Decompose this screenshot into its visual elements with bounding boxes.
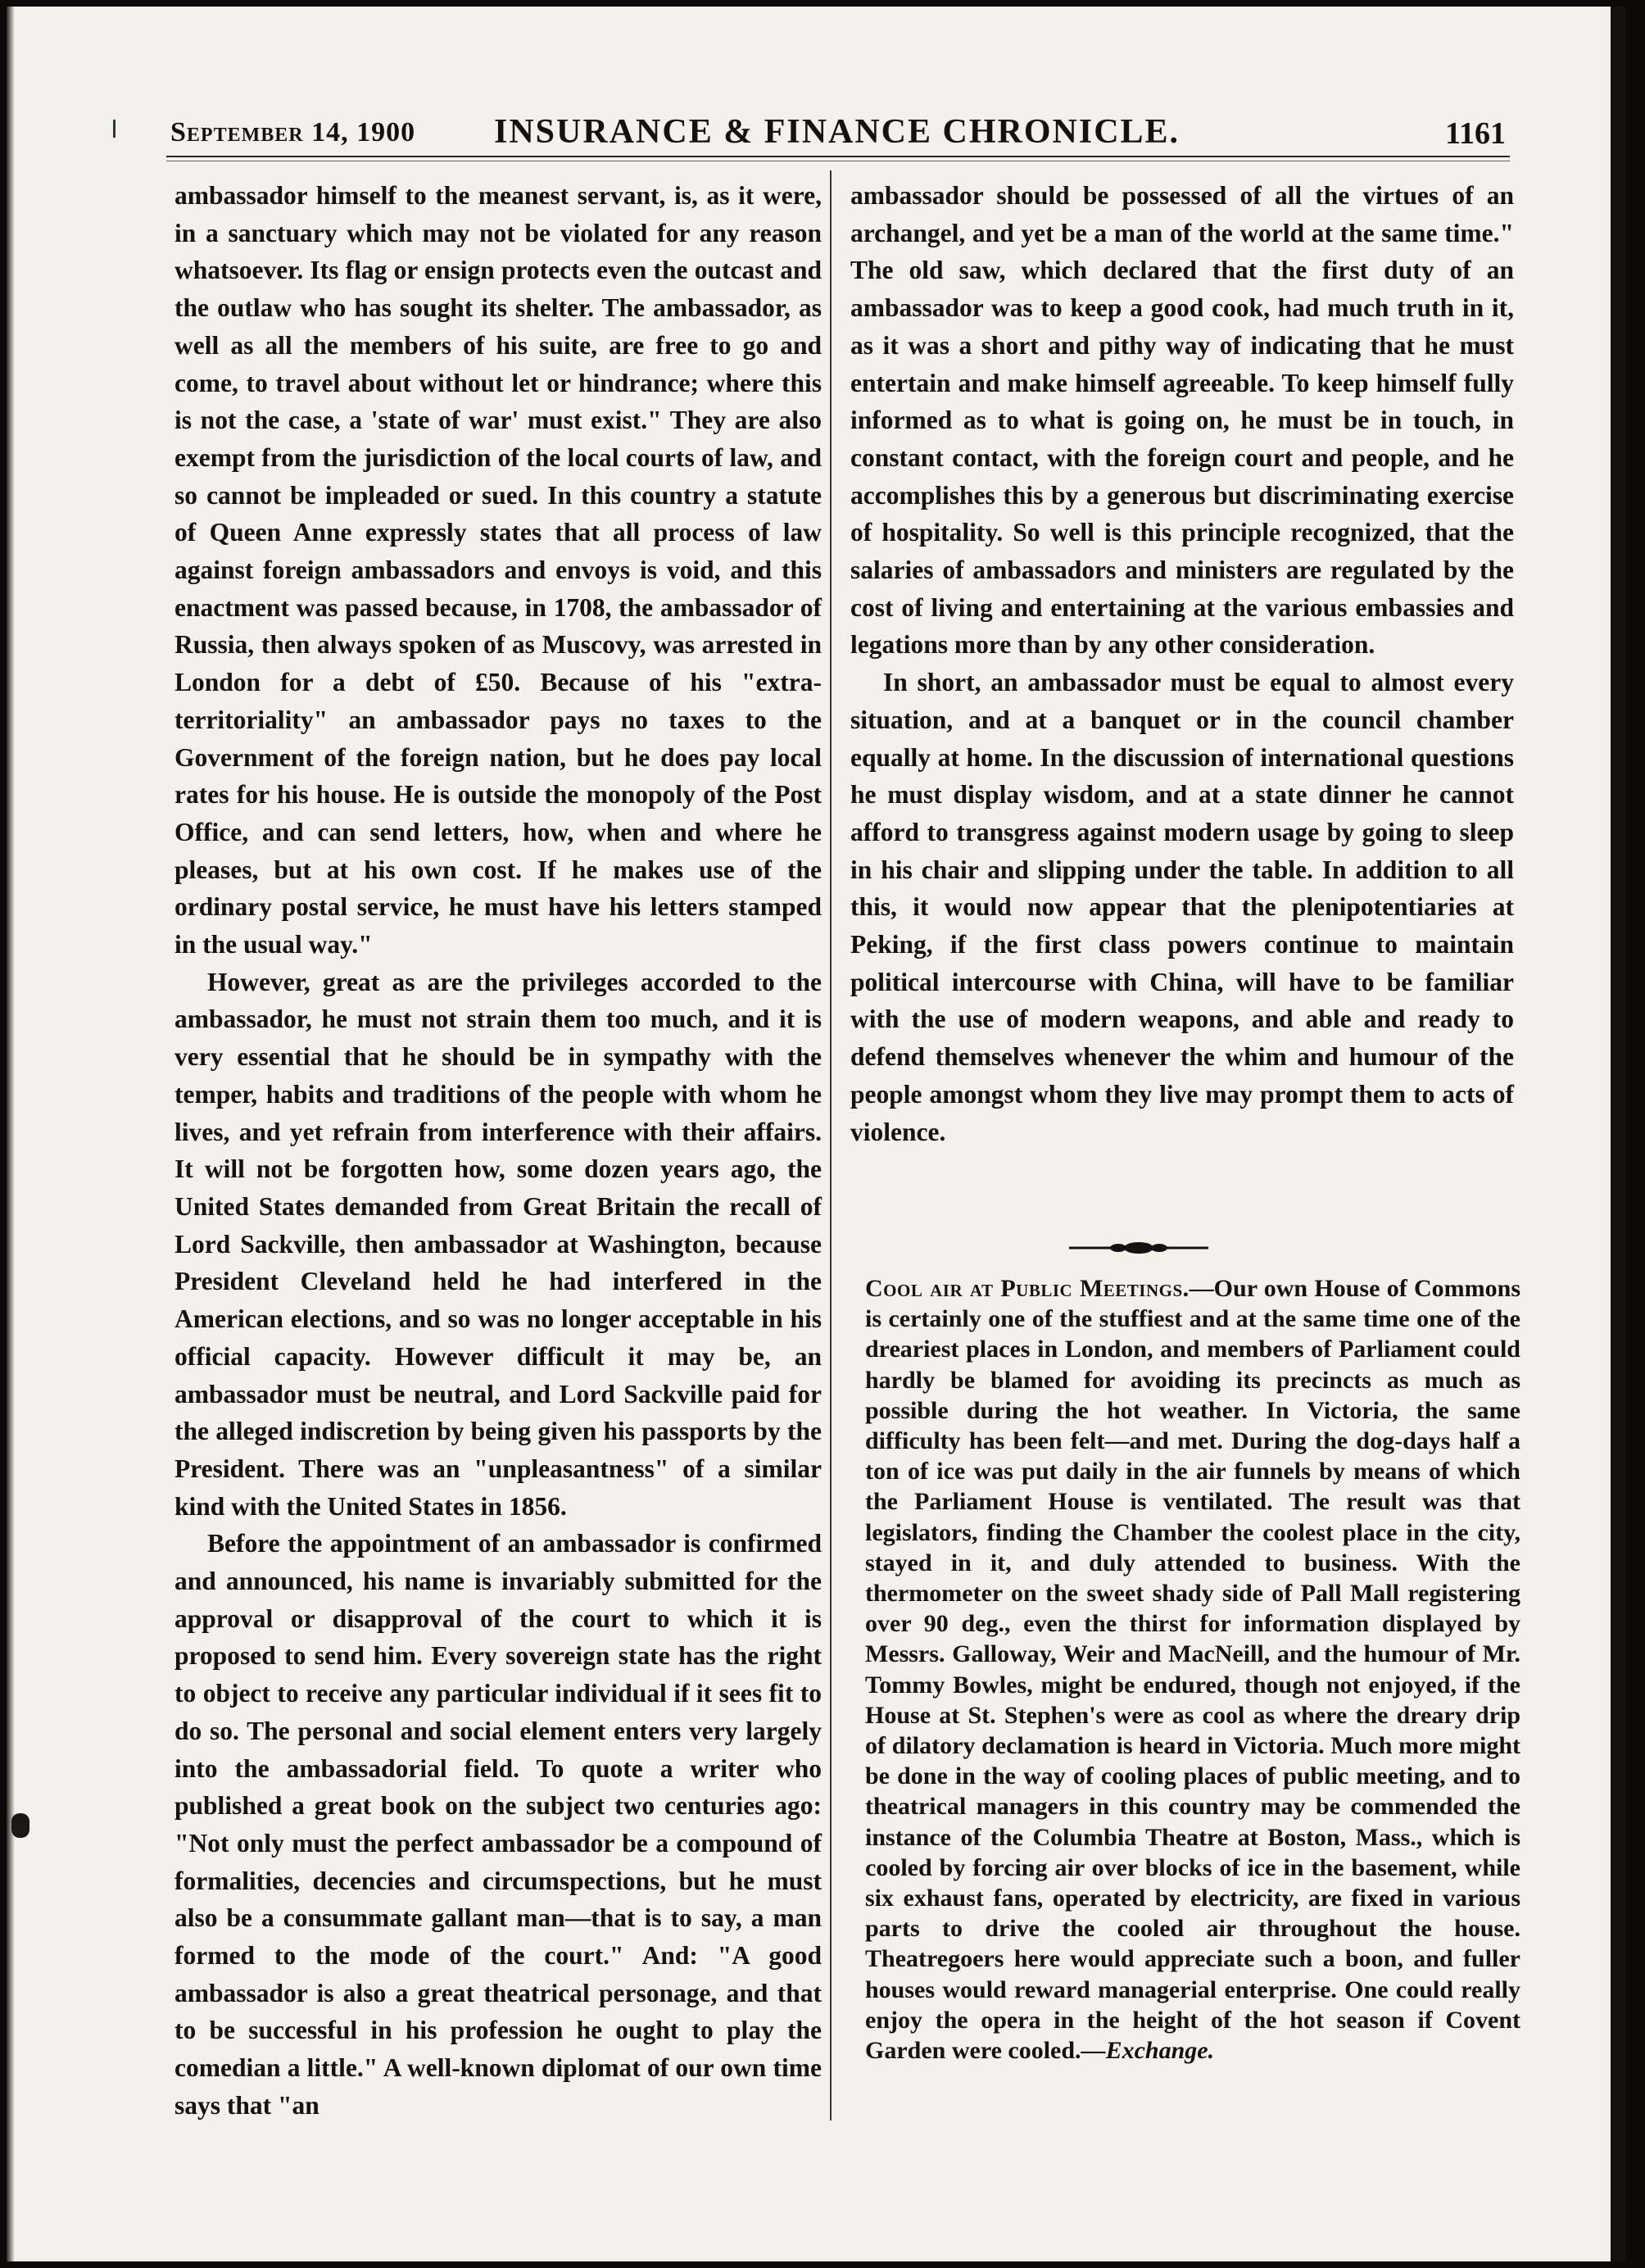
page-edge-shadow xyxy=(7,7,15,2261)
column-divider xyxy=(830,170,832,2121)
right-paragraph-1: ambassador should be possessed of all the virtues of an archangel, and yet be a man of the world at the same time." The old saw, which declared that the first duty of an ambassador was to keep a good cook, had much truth in it, as it was a short and pithy way of indicating that he must entertain and make himself agreeable. To keep himself fully informed as to what is going on, he must be in touch, in constant contact, with the foreign court and people, and he accomplishes this by a generous but discriminating exercise of hospitality. So well is this principle recognized, that the salaries of ambassadors and ministers are regulated by the cost of living and entertaining at the various embassies and legations more than by any other consideration. xyxy=(850,181,1514,660)
article-cool-air-title: Cool air at Public Meetings. xyxy=(865,1275,1190,1302)
header-date: September 14, 1900 xyxy=(170,117,416,147)
running-header xyxy=(170,109,1506,158)
binding-hole xyxy=(11,1813,29,1838)
page-number: 1161 xyxy=(1445,116,1506,151)
left-paragraph-1: ambassador himself to the meanest servant, is, as it were, in a sanctuary which may not be violated for any reason whatsoever. Its flag or ensign protects even the outcast and the outlaw who has sought its shelter. The ambassador, as well as all the members of his suite, are free to go and come, to travel about without let or hindrance; where this is not the case, a 'state of war' must exist." They are also exempt from the jurisdiction of the local courts of law, and so cannot be impleaded or sued. In this country a statute of Queen Anne expressly states that all process of law against foreign ambassadors and envoys is void, and this enactment was passed because, in 1708, the ambassador of Russia, then always spoken of as Muscovy, was arrested in London for a debt of £50. Because of his "extra-territoriality" an ambassador pays no taxes to the Government of the foreign nation, but he does pay local rates for his house. He is outside the monopoly of the Post Office, and can send letters, how, when and where he pleases, but at his own cost. If he makes use of the ordinary postal service, he must have his letters stamped in the usual way." xyxy=(174,181,822,959)
page-edge-right xyxy=(1611,7,1625,2261)
right-paragraph-2: In short, an ambassador must be equal to almost every situation, and at a banquet or in the council chamber equally at home. In the discussion of international questions he must display wisdom, and at a state dinner he cannot afford to transgress against modern usage by going to sleep in his chair and slipping under the table. In addition to all this, it would now appear that the plenipotentiaries at Peking, if the first class powers continue to maintain political intercourse with China, will have to be familiar with the use of modern weapons, and able and ready to defend themselves whenever the whim and humour of the people amongst whom they live may prompt them to acts of violence. xyxy=(850,668,1514,1146)
right-column xyxy=(850,177,1514,1150)
article-cool-air-source: —Exchange. xyxy=(1081,2037,1215,2065)
left-paragraph-3: Before the appointment of an ambassador is confirmed and announced, his name is invariably submitted for the approval or disapproval of the court to which it is proposed to send him. Every sovereign state has the right to object to receive any particular individual if it sees fit to do so. The personal and social element enters very largely into the ambassadorial field. To quote a writer who published a great book on the subject two centuries ago: "Not only must the perfect ambassador be a compound of formalities, decencies and circumspections, but he must also be a consummate gallant man—that is to say, a man formed to the mode of the court." And: "A good ambassador is also a great theatrical personage, and that to be successful in his profession he ought to play the comedian a little." A well-known diplomat of our own time says that "an xyxy=(174,1529,822,2120)
left-paragraph-2: However, great as are the privileges accorded to the ambassador, he must not strain them too much, and it is very essential that he should be in sympathy with the temper, habits and traditions of the people with whom he lives, and yet refrain from interference with their affairs. It will not be forgotten how, some dozen years ago, the United States demanded from Great Britain the recall of Lord Sackville, then ambassador at Washington, because President Cleveland held he had interfered in the American elections, and so was no longer acceptable in his official capacity. However difficult it may be, an ambassador must be neutral, and Lord Sackville paid for the alleged indiscretion by being given his passports by the President. There was an "unpleasantness" of a similar kind with the United States in 1856. xyxy=(174,967,822,1521)
newspaper-page xyxy=(7,7,1625,2261)
margin-mark xyxy=(113,120,116,138)
article-cool-air-body: —Our own House of Commons is certainly one of the stuffiest and at the same time one of the dreariest places in London, and members of Parliament could hardly be blamed for avoiding its precincts as much as possible during the hot weather. In Victoria, the same difficulty has been felt—and met. During the dog-days half a ton of ice was put daily in the air funnels by means of which the Parliament House is ventilated. The result was that legislators, finding the Chamber the coolest place in the city, stayed in it, and duly attended to business. With the thermometer on the sweet shady side of Pall Mall registering over 90 deg., even the thirst for information displayed by Messrs. Galloway, Weir and MacNeill, and the humour of Mr. Tommy Bowles, might be endured, though not enjoyed, if the House at St. Stephen's were as cool as where the dreary drip of dilatory declamation is heard in Victoria. Much more might be done in the way of cooling places of public meeting, and to theatrical managers in this country may be commended the instance of the Columbia Theatre at Boston, Mass., which is cooled by forcing air over blocks of ice in the basement, while six exhaust fans, operated by electricity, are fixed in various parts to drive the cooled air throughout the house. Theatregoers here would appreciate such a boon, and fuller houses would reward managerial enterprise. One could really enjoy the opera in the height of the hot season if Covent Garden were cooled. xyxy=(865,1275,1520,2065)
publication-title: INSURANCE & FINANCE CHRONICLE. xyxy=(494,113,1181,151)
section-divider-ornament xyxy=(1069,1239,1208,1257)
article-cool-air xyxy=(865,1273,1520,2066)
article-cool-air-paragraph xyxy=(865,1273,1520,2066)
header-rule xyxy=(166,156,1510,161)
left-column xyxy=(174,177,822,2125)
